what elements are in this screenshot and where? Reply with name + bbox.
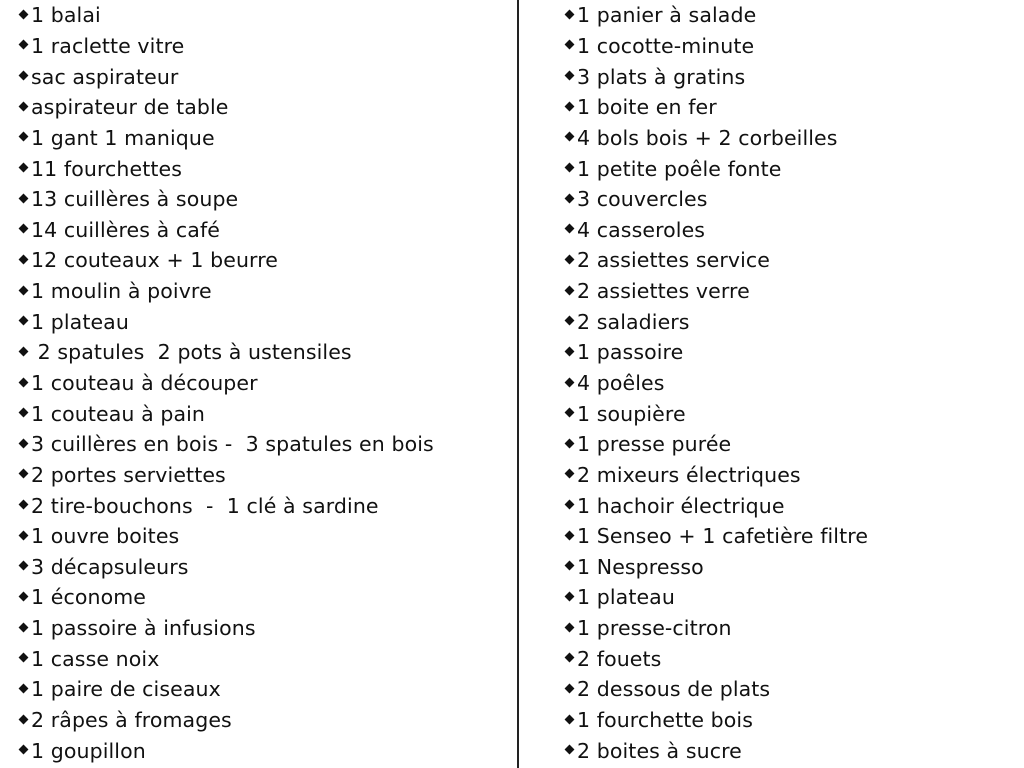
list-item	[18, 643, 434, 674]
list-item	[564, 674, 868, 705]
list-item-label: 1 moulin à poivre	[31, 279, 212, 304]
list-item	[564, 31, 868, 62]
diamond-bullet-icon	[19, 530, 29, 540]
list-item-label: 2 tire-bouchons - 1 clé à sardine	[31, 493, 379, 518]
list-item	[564, 153, 868, 184]
diamond-bullet-icon	[565, 714, 575, 724]
list-item	[18, 521, 434, 552]
list-item-label: 1 Nespresso	[577, 554, 704, 579]
list-item	[18, 61, 434, 92]
diamond-bullet-icon	[19, 101, 29, 111]
list-item-label: 1 ouvre boites	[31, 524, 180, 549]
diamond-bullet-icon	[19, 40, 29, 50]
list-item	[564, 582, 868, 613]
diamond-bullet-icon	[565, 9, 575, 19]
list-item-label: 14 cuillères à café	[31, 217, 220, 242]
list-item-label: 1 cocotte-minute	[577, 33, 755, 58]
list-item-label: 11 fourchettes	[31, 156, 182, 181]
list-item-label: 1 panier à salade	[577, 3, 757, 28]
list-item-label: 1 couteau à découper	[31, 371, 258, 395]
list-item-label: 1 presse purée	[577, 432, 732, 457]
diamond-bullet-icon	[565, 653, 575, 663]
list-item	[564, 123, 868, 154]
list-item-label: 2 dessous de plats	[577, 677, 771, 702]
list-item	[18, 306, 434, 337]
diamond-bullet-icon	[565, 592, 575, 602]
list-item-label: 2 assiettes verre	[577, 279, 750, 304]
list-item	[564, 552, 868, 583]
list-item-label: 2 râpes à fromages	[31, 708, 232, 733]
list-item-label: 1 petite poêle fonte	[577, 156, 782, 181]
list-item-label: 1 passoire	[577, 340, 684, 365]
list-item	[564, 92, 868, 123]
diamond-bullet-icon	[19, 285, 29, 295]
diamond-bullet-icon	[565, 745, 575, 755]
list-item-label: 12 couteaux + 1 beurre	[31, 248, 278, 273]
list-item	[564, 613, 868, 644]
list-item-label: 3 plats à gratins	[577, 64, 746, 89]
list-item	[564, 337, 868, 368]
list-item	[18, 582, 434, 613]
list-item-label: 13 cuillères à soupe	[31, 187, 239, 212]
diamond-bullet-icon	[19, 132, 29, 142]
diamond-bullet-icon	[565, 530, 575, 540]
diamond-bullet-icon	[19, 9, 29, 19]
list-item	[18, 674, 434, 705]
list-item-label: 4 bols bois + 2 corbeilles	[577, 125, 838, 150]
list-item-label: 2 fouets	[577, 646, 662, 671]
list-item	[564, 184, 868, 215]
diamond-bullet-icon	[19, 408, 29, 418]
list-item-label: aspirateur de table	[31, 95, 229, 120]
diamond-bullet-icon	[19, 561, 29, 571]
diamond-bullet-icon	[19, 377, 29, 387]
column-divider	[517, 0, 519, 768]
list-item-label: 1 goupillon	[31, 738, 146, 763]
list-item	[18, 337, 434, 368]
list-item	[564, 276, 868, 307]
list-item	[18, 123, 434, 154]
list-item-label: 3 couvercles	[577, 187, 708, 212]
list-item	[18, 705, 434, 736]
list-item	[564, 368, 868, 399]
list-item-label: 1 casse noix	[31, 646, 160, 671]
list-item	[564, 735, 868, 766]
diamond-bullet-icon	[19, 193, 29, 203]
list-item	[18, 552, 434, 583]
list-item-label: 1 Senseo + 1 cafetière filtre	[577, 524, 869, 549]
diamond-bullet-icon	[565, 683, 575, 693]
list-item-label: 2 portes serviettes	[31, 462, 226, 487]
list-item-label: 1 balai	[31, 3, 101, 28]
list-item	[18, 214, 434, 245]
list-item	[18, 276, 434, 307]
list-item-label: 4 casseroles	[577, 217, 706, 242]
diamond-bullet-icon	[19, 163, 29, 173]
list-item	[18, 153, 434, 184]
list-item-label: 2 spatules 2 pots à ustensiles	[31, 340, 352, 365]
diamond-bullet-icon	[565, 285, 575, 295]
diamond-bullet-icon	[565, 377, 575, 387]
list-item-label: 1 hachoir électrique	[577, 493, 785, 518]
diamond-bullet-icon	[19, 714, 29, 724]
left-inventory-list	[18, 0, 434, 766]
diamond-bullet-icon	[19, 653, 29, 663]
diamond-bullet-icon	[19, 500, 29, 510]
list-item	[18, 490, 434, 521]
list-item-label: 1 paire de ciseaux	[31, 677, 221, 702]
diamond-bullet-icon	[19, 469, 29, 479]
list-item	[18, 735, 434, 766]
list-item	[564, 521, 868, 552]
diamond-bullet-icon	[565, 224, 575, 234]
list-item-label: 1 passoire à infusions	[31, 616, 256, 641]
list-item-label: 1 presse-citron	[577, 616, 732, 641]
list-item	[18, 184, 434, 215]
list-item	[18, 429, 434, 460]
diamond-bullet-icon	[565, 622, 575, 632]
list-item	[564, 306, 868, 337]
diamond-bullet-icon	[565, 346, 575, 356]
diamond-bullet-icon	[19, 683, 29, 693]
diamond-bullet-icon	[19, 438, 29, 448]
list-item	[564, 705, 868, 736]
list-item-label: 1 raclette vitre	[31, 33, 185, 58]
list-item-label: 2 mixeurs électriques	[577, 462, 801, 487]
diamond-bullet-icon	[19, 346, 29, 356]
diamond-bullet-icon	[19, 592, 29, 602]
list-item	[564, 643, 868, 674]
list-item-label: 3 cuillères en bois - 3 spatules en bois	[31, 432, 434, 457]
list-item-label: 1 gant 1 manique	[31, 125, 215, 150]
list-item	[564, 429, 868, 460]
list-item	[564, 490, 868, 521]
list-item	[18, 398, 434, 429]
diamond-bullet-icon	[19, 224, 29, 234]
list-item-label: 2 assiettes service	[577, 248, 771, 273]
list-item	[18, 0, 434, 31]
diamond-bullet-icon	[565, 40, 575, 50]
diamond-bullet-icon	[565, 101, 575, 111]
list-item-label: 1 plateau	[577, 585, 675, 610]
list-item	[18, 613, 434, 644]
diamond-bullet-icon	[565, 500, 575, 510]
list-item-label: 1 fourchette bois	[577, 708, 753, 733]
diamond-bullet-icon	[565, 132, 575, 142]
list-item-label: 3 décapsuleurs	[31, 554, 189, 579]
list-item-label: 2 boites à sucre	[577, 738, 742, 763]
diamond-bullet-icon	[565, 254, 575, 264]
list-item-label: 4 poêles	[577, 371, 665, 395]
list-item-label: 1 soupière	[577, 401, 686, 426]
diamond-bullet-icon	[565, 316, 575, 326]
diamond-bullet-icon	[565, 438, 575, 448]
right-inventory-list	[564, 0, 868, 766]
list-item	[564, 398, 868, 429]
diamond-bullet-icon	[19, 71, 29, 81]
list-item	[18, 31, 434, 62]
diamond-bullet-icon	[565, 561, 575, 571]
list-item-label: 1 boite en fer	[577, 95, 717, 120]
list-item	[18, 368, 434, 399]
list-item-label: 1 économe	[31, 585, 147, 610]
diamond-bullet-icon	[565, 469, 575, 479]
diamond-bullet-icon	[565, 193, 575, 203]
list-item	[564, 214, 868, 245]
diamond-bullet-icon	[19, 622, 29, 632]
list-item	[18, 460, 434, 491]
list-item-label: 1 couteau à pain	[31, 401, 206, 426]
list-item	[564, 245, 868, 276]
list-item-label: 2 saladiers	[577, 309, 690, 334]
list-item	[18, 245, 434, 276]
diamond-bullet-icon	[565, 71, 575, 81]
diamond-bullet-icon	[19, 316, 29, 326]
list-item	[564, 61, 868, 92]
list-item	[564, 0, 868, 31]
list-item-label: sac aspirateur	[31, 64, 179, 89]
diamond-bullet-icon	[19, 254, 29, 264]
diamond-bullet-icon	[565, 408, 575, 418]
list-item-label: 1 plateau	[31, 309, 129, 334]
diamond-bullet-icon	[19, 745, 29, 755]
list-item	[18, 92, 434, 123]
list-item	[564, 460, 868, 491]
diamond-bullet-icon	[565, 163, 575, 173]
